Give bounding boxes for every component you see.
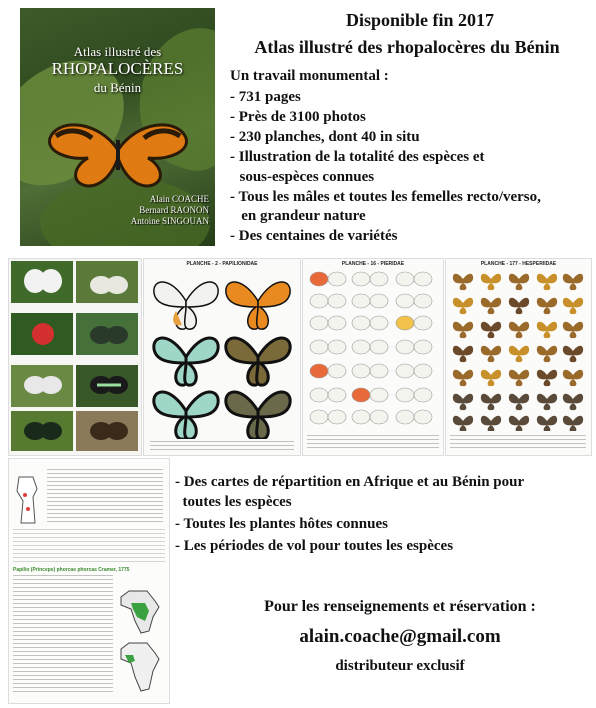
butterfly-specimen <box>352 410 388 424</box>
butterfly-specimen <box>396 364 432 378</box>
cover-title-line2: RHOPALOCÈRES <box>51 59 184 78</box>
book-cover <box>20 8 215 246</box>
butterfly-image <box>23 417 63 447</box>
feature-line: - Près de 3100 photos <box>230 109 366 125</box>
contact-email-link[interactable]: alain.coache@gmail.com <box>299 626 501 647</box>
butterfly-image <box>89 321 129 351</box>
feature-line: en grandeur nature <box>230 208 366 224</box>
butterfly-specimen <box>352 272 388 286</box>
butterfly-specimen <box>310 294 346 308</box>
butterfly-specimen <box>310 364 346 378</box>
cover-title-line3: du Bénin <box>93 80 142 95</box>
plate-butterfly-grid <box>452 271 586 431</box>
feature-line: sous-espèces connues <box>232 169 375 185</box>
pieridae-plate <box>302 258 444 456</box>
plate-caption <box>307 435 439 451</box>
butterfly-specimen <box>352 316 388 330</box>
butterfly-specimen <box>310 410 346 424</box>
cover-title-line1: Atlas illustré des <box>73 44 162 59</box>
butterfly-specimen <box>226 282 290 329</box>
butterfly-specimen <box>310 316 346 330</box>
bottom-feature-line: - Des cartes de répartition en Afrique et au Bénin pour <box>175 474 525 490</box>
butterfly-specimen <box>352 340 388 354</box>
butterfly-specimen <box>154 392 218 439</box>
contact-intro: Pour les renseignements et réservation : <box>264 598 536 615</box>
butterfly-specimen <box>310 388 346 402</box>
feature-line: - Illustration de la totalité des espèces et <box>230 149 485 165</box>
butterfly-specimen <box>352 294 388 308</box>
butterfly-specimen <box>352 388 388 402</box>
plate-title: PLANCHE - 2 - PAPILIONIDAE <box>186 261 258 267</box>
butterfly-specimen <box>352 364 388 378</box>
butterfly-specimen <box>310 272 346 286</box>
papilionidae-plate <box>143 258 301 456</box>
flight-period-chart <box>13 529 165 563</box>
africa-map <box>115 639 163 695</box>
butterfly-specimen <box>226 392 290 439</box>
feature-line: - Tous les mâles et toutes les femelles recto/verso, <box>230 189 541 205</box>
butterfly-image <box>23 267 63 297</box>
plate-caption <box>150 441 294 451</box>
in-situ-photo-plate <box>8 258 142 456</box>
butterfly-specimen <box>396 316 432 330</box>
butterfly-specimen <box>226 338 290 385</box>
cover-author: Alain COACHE <box>149 194 209 204</box>
butterfly-specimen <box>154 338 218 385</box>
contact-role: distributeur exclusif <box>335 658 465 674</box>
butterfly-specimen <box>310 340 346 354</box>
butterfly-specimen <box>396 294 432 308</box>
plate-title: PLANCHE - 177 - HESPERIIDAE <box>480 261 557 267</box>
africa-map <box>115 587 163 635</box>
species-page <box>8 458 170 704</box>
feature-line: - Des centaines de variétés <box>230 228 398 244</box>
cover-butterfly-image <box>48 120 188 190</box>
cover-authors <box>131 194 209 227</box>
feature-line: - 731 pages <box>230 89 301 105</box>
cover-author: Antoine SINGOUAN <box>130 216 209 226</box>
butterfly-specimen <box>396 388 432 402</box>
butterfly-image <box>23 371 63 401</box>
feature-line: - 230 planches, dont 40 in situ <box>230 129 420 145</box>
book-title-heading: Atlas illustré des rhopalocères du Bénin <box>254 37 560 57</box>
bottom-feature-line: toutes les espèces <box>175 494 292 510</box>
species-description-text <box>47 469 163 525</box>
butterfly-specimen <box>396 410 432 424</box>
hesperiidae-plate <box>445 258 592 456</box>
intro-text: Un travail monumental : <box>230 68 389 84</box>
cover-author: Bernard RAONON <box>139 205 209 215</box>
butterfly-image <box>89 417 129 447</box>
availability-heading: Disponible fin 2017 <box>345 10 495 30</box>
butterfly-specimen <box>396 340 432 354</box>
flower-image <box>23 319 63 349</box>
plate-butterfly-grid <box>150 271 294 439</box>
butterfly-image <box>89 271 129 301</box>
species-title: Papilio (Princeps) phorcas phorcas Cramer, 1775 <box>13 567 130 573</box>
butterfly-specimen <box>396 272 432 286</box>
plate-caption <box>450 435 586 451</box>
plate-title: PLANCHE - 16 - PIERIDAE <box>341 261 405 267</box>
butterfly-specimen <box>154 282 218 329</box>
plate-butterfly-grid <box>309 271 437 431</box>
bottom-feature-line: - Les périodes de vol pour toutes les espèces <box>175 538 454 554</box>
species-info-text <box>13 575 113 695</box>
butterfly-image <box>89 371 129 401</box>
bottom-feature-line: - Toutes les plantes hôtes connues <box>175 516 388 532</box>
benin-map <box>13 475 41 525</box>
